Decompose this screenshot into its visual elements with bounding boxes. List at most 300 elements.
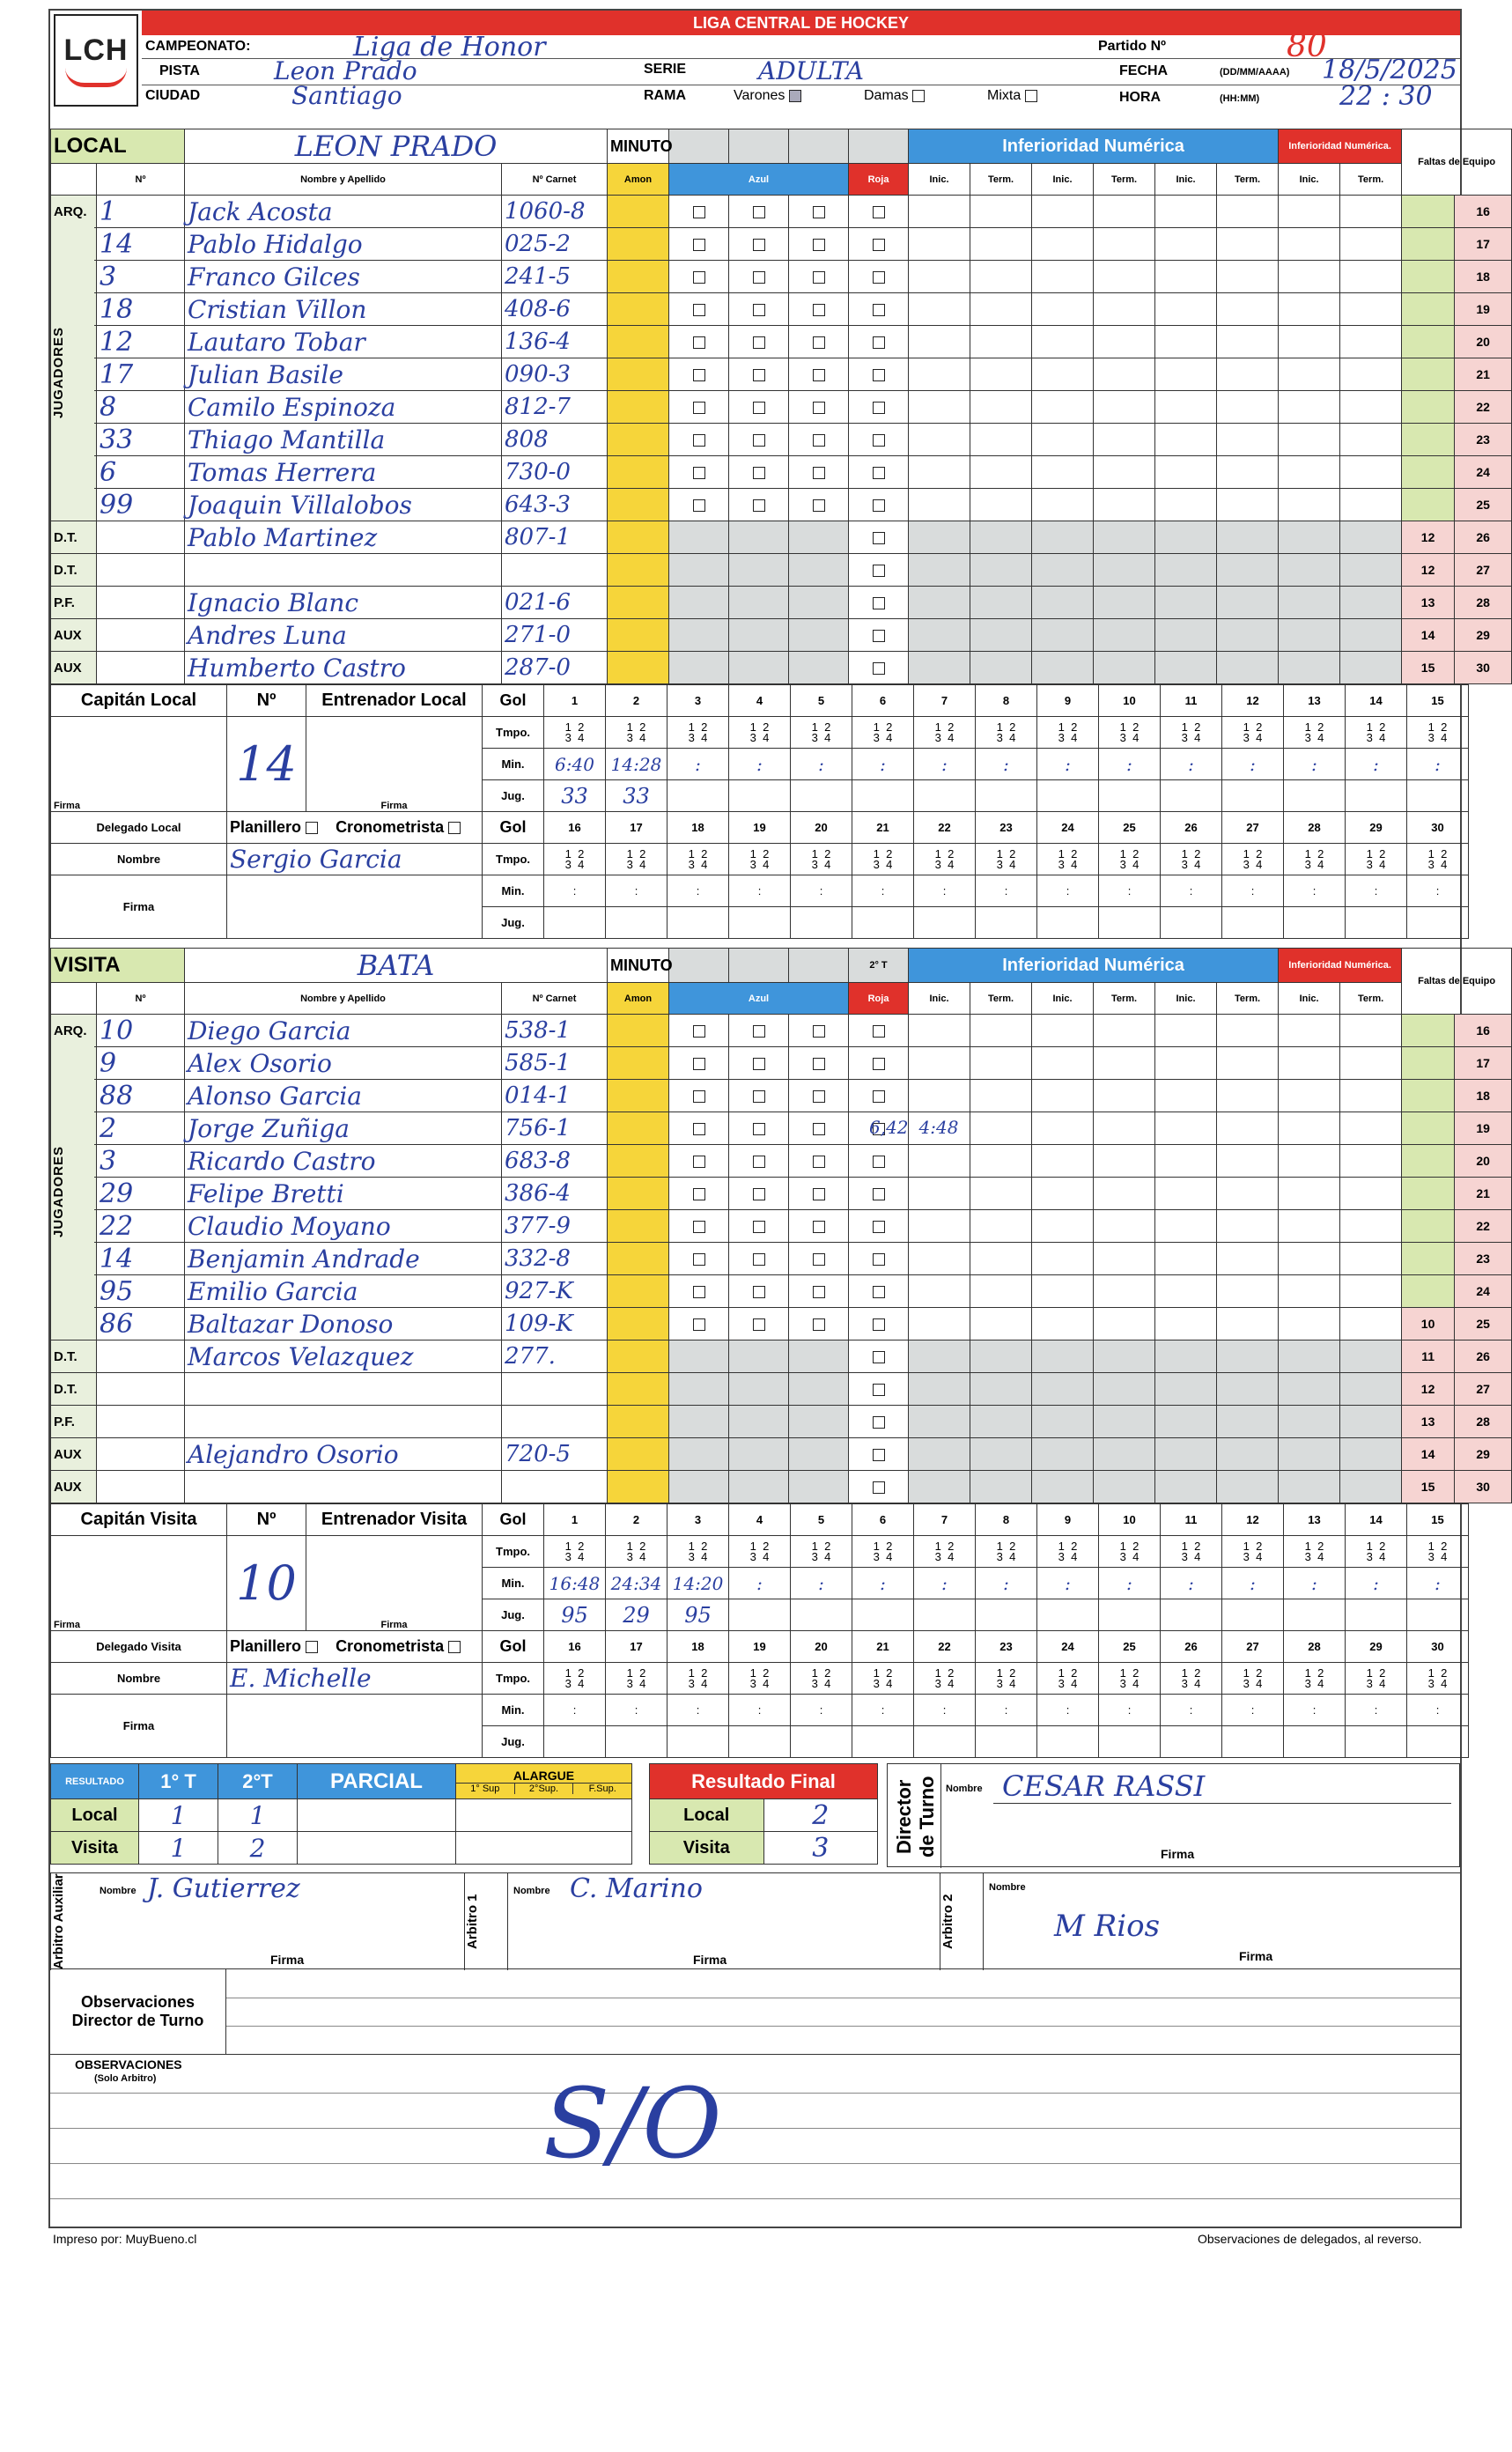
azul-cell[interactable] <box>669 619 729 652</box>
inferioridad-cell[interactable] <box>1094 293 1155 326</box>
falta-mark-cell[interactable] <box>1402 456 1455 489</box>
azul-cell[interactable] <box>789 196 849 228</box>
roja-checkbox[interactable] <box>873 662 885 675</box>
azul-checkbox[interactable] <box>693 239 705 251</box>
inferioridad-cell[interactable] <box>1155 293 1217 326</box>
inferioridad-cell[interactable] <box>1217 261 1279 293</box>
azul-cell[interactable] <box>789 228 849 261</box>
inferioridad-cell[interactable] <box>1155 1406 1217 1438</box>
inferioridad-cell[interactable] <box>1340 1015 1402 1047</box>
roja-cell[interactable] <box>849 652 909 684</box>
roja-checkbox[interactable] <box>873 499 885 512</box>
min-cell[interactable]: : <box>1037 1695 1099 1726</box>
azul-cell[interactable] <box>789 1145 849 1178</box>
jug-cell[interactable]: 29 <box>606 1599 667 1631</box>
tmpo-cell[interactable]: 1 2 3 4 <box>976 1536 1037 1568</box>
tmpo-cell[interactable]: 1 2 3 4 <box>1161 844 1222 875</box>
inferioridad-cell[interactable] <box>909 1047 970 1080</box>
azul-cell[interactable] <box>729 1438 789 1471</box>
inferioridad-cell[interactable] <box>1279 1308 1340 1340</box>
azul-cell[interactable] <box>669 1178 729 1210</box>
player-amon[interactable] <box>608 391 669 424</box>
inferioridad-cell[interactable] <box>970 587 1032 619</box>
inferioridad-cell[interactable] <box>1279 456 1340 489</box>
inferioridad-cell[interactable] <box>1279 1471 1340 1503</box>
inferioridad-cell[interactable] <box>1094 196 1155 228</box>
min-cell[interactable]: : <box>1346 875 1407 907</box>
roja-cell[interactable] <box>849 587 909 619</box>
min-cell[interactable]: : <box>729 749 791 780</box>
azul-cell[interactable] <box>669 456 729 489</box>
inferioridad-cell[interactable] <box>970 1080 1032 1112</box>
inferioridad-cell[interactable] <box>1155 1471 1217 1503</box>
jug-cell[interactable] <box>1284 780 1346 812</box>
player-amon[interactable] <box>608 1406 669 1438</box>
azul-cell[interactable] <box>789 1015 849 1047</box>
jug-cell[interactable]: 33 <box>544 780 606 812</box>
falta-mark-cell[interactable] <box>1402 1047 1455 1080</box>
inferioridad-cell[interactable] <box>1279 358 1340 391</box>
inferioridad-cell[interactable] <box>1032 358 1094 391</box>
player-amon[interactable] <box>608 1275 669 1308</box>
inferioridad-cell[interactable] <box>1032 1243 1094 1275</box>
azul-cell[interactable] <box>669 1406 729 1438</box>
inferioridad-cell[interactable] <box>909 489 970 521</box>
inferioridad-cell[interactable] <box>1094 1047 1155 1080</box>
inferioridad-cell[interactable] <box>1094 554 1155 587</box>
inferioridad-cell[interactable] <box>1340 424 1402 456</box>
inferioridad-cell[interactable] <box>970 1243 1032 1275</box>
azul-checkbox[interactable] <box>813 1058 825 1070</box>
inferioridad-cell[interactable] <box>1279 326 1340 358</box>
inferioridad-cell[interactable] <box>1155 1308 1217 1340</box>
roja-checkbox[interactable] <box>873 239 885 251</box>
azul-checkbox[interactable] <box>693 1253 705 1266</box>
jug-cell[interactable] <box>544 907 606 939</box>
tmpo-cell[interactable]: 1 2 3 4 <box>544 1663 606 1695</box>
jug-cell[interactable] <box>1037 1599 1099 1631</box>
inferioridad-cell[interactable] <box>1279 228 1340 261</box>
azul-cell[interactable] <box>789 1373 849 1406</box>
jug-cell[interactable] <box>1161 1726 1222 1758</box>
roja-checkbox[interactable] <box>873 630 885 642</box>
player-amon[interactable] <box>608 554 669 587</box>
azul-cell[interactable] <box>729 1210 789 1243</box>
inferioridad-cell[interactable] <box>1340 261 1402 293</box>
inferioridad-cell[interactable] <box>1279 1112 1340 1145</box>
inferioridad-cell[interactable] <box>909 196 970 228</box>
azul-checkbox[interactable] <box>753 1025 765 1038</box>
inferioridad-cell[interactable] <box>970 293 1032 326</box>
azul-checkbox[interactable] <box>753 369 765 381</box>
azul-cell[interactable] <box>669 1112 729 1145</box>
tmpo-cell[interactable]: 1 2 3 4 <box>1284 1536 1346 1568</box>
falta-mark-cell[interactable] <box>1402 1178 1455 1210</box>
inferioridad-cell[interactable] <box>1279 196 1340 228</box>
azul-cell[interactable] <box>729 1275 789 1308</box>
inferioridad-cell[interactable] <box>1279 554 1340 587</box>
roja-cell[interactable] <box>849 424 909 456</box>
azul-checkbox[interactable] <box>693 1090 705 1103</box>
roja-checkbox[interactable] <box>873 1449 885 1461</box>
tmpo-cell[interactable]: 1 2 3 4 <box>667 1663 729 1695</box>
inferioridad-cell[interactable] <box>1217 489 1279 521</box>
inferioridad-cell[interactable] <box>970 489 1032 521</box>
inferioridad-cell[interactable] <box>970 1406 1032 1438</box>
player-amon[interactable] <box>608 1471 669 1503</box>
jug-cell[interactable] <box>1037 907 1099 939</box>
azul-cell[interactable] <box>669 358 729 391</box>
tmpo-cell[interactable]: 1 2 3 4 <box>1346 844 1407 875</box>
inferioridad-cell[interactable] <box>1032 1047 1094 1080</box>
roja-cell[interactable] <box>849 554 909 587</box>
inferioridad-cell[interactable] <box>1279 1275 1340 1308</box>
roja-cell[interactable] <box>849 1080 909 1112</box>
azul-checkbox[interactable] <box>693 1156 705 1168</box>
inferioridad-cell[interactable] <box>1032 196 1094 228</box>
inferioridad-cell[interactable] <box>1032 619 1094 652</box>
inferioridad-cell[interactable] <box>1094 652 1155 684</box>
tmpo-cell[interactable]: 1 2 3 4 <box>606 844 667 875</box>
azul-cell[interactable] <box>789 1275 849 1308</box>
damas-checkbox[interactable] <box>912 90 925 102</box>
tmpo-cell[interactable]: 1 2 3 4 <box>606 1536 667 1568</box>
inferioridad-cell[interactable] <box>1094 424 1155 456</box>
inferioridad-cell[interactable] <box>1217 1373 1279 1406</box>
tmpo-cell[interactable]: 1 2 3 4 <box>914 717 976 749</box>
min-cell[interactable]: 24:34 <box>606 1568 667 1599</box>
min-cell[interactable]: : <box>976 1568 1037 1599</box>
jug-cell[interactable] <box>1284 1599 1346 1631</box>
inferioridad-cell[interactable] <box>1155 587 1217 619</box>
inferioridad-cell[interactable] <box>1340 1340 1402 1373</box>
tmpo-cell[interactable]: 1 2 3 4 <box>729 1536 791 1568</box>
inferioridad-cell[interactable] <box>1032 521 1094 554</box>
min-cell[interactable]: : <box>667 749 729 780</box>
tmpo-cell[interactable]: 1 2 3 4 <box>667 717 729 749</box>
roja-checkbox[interactable] <box>873 532 885 544</box>
inferioridad-cell[interactable] <box>970 521 1032 554</box>
inferioridad-cell[interactable] <box>1279 652 1340 684</box>
jug-cell[interactable] <box>1407 1599 1469 1631</box>
inferioridad-cell[interactable] <box>1279 1047 1340 1080</box>
azul-cell[interactable] <box>789 1308 849 1340</box>
inferioridad-cell[interactable] <box>1094 228 1155 261</box>
jug-cell[interactable] <box>1222 1726 1284 1758</box>
tmpo-cell[interactable]: 1 2 3 4 <box>544 1536 606 1568</box>
falta-mark-cell[interactable] <box>1402 1275 1455 1308</box>
azul-checkbox[interactable] <box>753 467 765 479</box>
inferioridad-cell[interactable] <box>1032 1438 1094 1471</box>
inferioridad-cell[interactable] <box>1279 619 1340 652</box>
azul-checkbox[interactable] <box>693 336 705 349</box>
azul-cell[interactable] <box>789 521 849 554</box>
inferioridad-cell[interactable] <box>1217 652 1279 684</box>
tmpo-cell[interactable]: 1 2 3 4 <box>1346 1663 1407 1695</box>
azul-cell[interactable] <box>669 1438 729 1471</box>
jug-cell[interactable] <box>1407 1726 1469 1758</box>
inferioridad-cell[interactable] <box>1032 1471 1094 1503</box>
player-amon[interactable] <box>608 228 669 261</box>
falta-mark-cell[interactable] <box>1402 1210 1455 1243</box>
tmpo-cell[interactable]: 1 2 3 4 <box>1099 1536 1161 1568</box>
azul-cell[interactable] <box>789 1471 849 1503</box>
inferioridad-cell[interactable] <box>909 1471 970 1503</box>
inferioridad-cell[interactable] <box>1155 1047 1217 1080</box>
azul-checkbox[interactable] <box>813 467 825 479</box>
azul-cell[interactable] <box>729 521 789 554</box>
jug-cell[interactable] <box>729 780 791 812</box>
inferioridad-cell[interactable] <box>1155 1243 1217 1275</box>
inferioridad-cell[interactable] <box>1340 456 1402 489</box>
jug-cell[interactable] <box>914 907 976 939</box>
min-cell[interactable]: : <box>1099 1568 1161 1599</box>
inferioridad-cell[interactable] <box>970 652 1032 684</box>
inferioridad-cell[interactable] <box>1340 587 1402 619</box>
min-cell[interactable]: : <box>1346 1695 1407 1726</box>
min-cell[interactable]: 6:40 <box>544 749 606 780</box>
min-cell[interactable]: 14:20 <box>667 1568 729 1599</box>
inferioridad-cell[interactable] <box>1155 521 1217 554</box>
min-cell[interactable]: : <box>729 875 791 907</box>
azul-cell[interactable] <box>669 261 729 293</box>
inferioridad-cell[interactable] <box>970 1178 1032 1210</box>
inferioridad-cell[interactable] <box>909 1243 970 1275</box>
azul-cell[interactable] <box>789 261 849 293</box>
azul-cell[interactable] <box>729 326 789 358</box>
azul-checkbox[interactable] <box>753 271 765 284</box>
jug-cell[interactable] <box>852 780 914 812</box>
inferioridad-cell[interactable] <box>1032 652 1094 684</box>
tmpo-cell[interactable]: 1 2 3 4 <box>791 1536 852 1568</box>
roja-cell[interactable] <box>849 261 909 293</box>
azul-cell[interactable] <box>669 293 729 326</box>
min-cell[interactable]: : <box>976 749 1037 780</box>
azul-checkbox[interactable] <box>813 271 825 284</box>
player-amon[interactable] <box>608 1340 669 1373</box>
planillero-checkbox[interactable] <box>306 822 318 834</box>
azul-cell[interactable] <box>789 1406 849 1438</box>
falta-mark-cell[interactable] <box>1402 424 1455 456</box>
tmpo-cell[interactable]: 1 2 3 4 <box>976 844 1037 875</box>
inferioridad-cell[interactable] <box>1279 391 1340 424</box>
roja-cell[interactable] <box>849 1145 909 1178</box>
inferioridad-cell[interactable] <box>1094 1210 1155 1243</box>
roja-checkbox[interactable] <box>873 1351 885 1363</box>
roja-checkbox[interactable] <box>873 1286 885 1298</box>
min-cell[interactable]: : <box>1099 1695 1161 1726</box>
jug-cell[interactable] <box>1346 1599 1407 1631</box>
azul-checkbox[interactable] <box>813 1318 825 1331</box>
azul-cell[interactable] <box>729 1047 789 1080</box>
falta-mark-cell[interactable] <box>1402 1015 1455 1047</box>
azul-cell[interactable] <box>669 1145 729 1178</box>
inferioridad-cell[interactable] <box>1032 1178 1094 1210</box>
azul-cell[interactable] <box>789 1178 849 1210</box>
player-amon[interactable] <box>608 293 669 326</box>
roja-checkbox[interactable] <box>873 1253 885 1266</box>
player-amon[interactable] <box>608 1373 669 1406</box>
inferioridad-cell[interactable] <box>1032 1210 1094 1243</box>
azul-checkbox[interactable] <box>693 402 705 414</box>
tmpo-cell[interactable]: 1 2 3 4 <box>1222 1536 1284 1568</box>
inferioridad-cell[interactable] <box>1340 619 1402 652</box>
azul-cell[interactable] <box>669 1340 729 1373</box>
roja-cell[interactable] <box>849 619 909 652</box>
roja-cell[interactable] <box>849 1308 909 1340</box>
inferioridad-cell[interactable] <box>1155 261 1217 293</box>
tmpo-cell[interactable]: 1 2 3 4 <box>606 1663 667 1695</box>
inferioridad-cell[interactable] <box>909 1015 970 1047</box>
inferioridad-cell[interactable] <box>1155 391 1217 424</box>
inferioridad-cell[interactable] <box>1279 1243 1340 1275</box>
jug-cell[interactable] <box>1407 780 1469 812</box>
inferioridad-cell[interactable] <box>1217 1145 1279 1178</box>
jug-cell[interactable] <box>1284 907 1346 939</box>
tmpo-cell[interactable]: 1 2 3 4 <box>914 844 976 875</box>
azul-checkbox[interactable] <box>813 304 825 316</box>
inferioridad-cell[interactable] <box>970 424 1032 456</box>
inferioridad-cell[interactable] <box>909 1438 970 1471</box>
player-amon[interactable] <box>608 1145 669 1178</box>
azul-checkbox[interactable] <box>813 336 825 349</box>
roja-checkbox[interactable] <box>873 206 885 218</box>
inferioridad-cell[interactable] <box>1217 326 1279 358</box>
azul-checkbox[interactable] <box>753 1286 765 1298</box>
azul-cell[interactable] <box>729 293 789 326</box>
inferioridad-cell[interactable] <box>1094 1438 1155 1471</box>
inferioridad-cell[interactable] <box>970 358 1032 391</box>
inferioridad-cell[interactable] <box>1094 1145 1155 1178</box>
inferioridad-cell[interactable] <box>1217 1308 1279 1340</box>
inferioridad-cell[interactable] <box>1279 261 1340 293</box>
inferioridad-cell[interactable] <box>970 456 1032 489</box>
azul-cell[interactable] <box>669 587 729 619</box>
tmpo-cell[interactable]: 1 2 3 4 <box>1161 717 1222 749</box>
inferioridad-cell[interactable] <box>1217 196 1279 228</box>
roja-checkbox[interactable] <box>873 1384 885 1396</box>
min-cell[interactable]: : <box>1407 1695 1469 1726</box>
azul-checkbox[interactable] <box>813 1156 825 1168</box>
tmpo-cell[interactable]: 1 2 3 4 <box>544 717 606 749</box>
min-cell[interactable]: : <box>791 1695 852 1726</box>
azul-cell[interactable] <box>789 1210 849 1243</box>
falta-mark-cell[interactable] <box>1402 228 1455 261</box>
azul-checkbox[interactable] <box>753 304 765 316</box>
inferioridad-cell[interactable] <box>909 554 970 587</box>
azul-cell[interactable] <box>789 358 849 391</box>
inferioridad-cell[interactable] <box>909 652 970 684</box>
jug-cell[interactable] <box>1099 780 1161 812</box>
azul-checkbox[interactable] <box>813 1221 825 1233</box>
azul-checkbox[interactable] <box>813 499 825 512</box>
tmpo-cell[interactable]: 1 2 3 4 <box>976 717 1037 749</box>
azul-cell[interactable] <box>669 489 729 521</box>
inferioridad-cell[interactable] <box>1094 489 1155 521</box>
min-cell[interactable]: : <box>1284 1568 1346 1599</box>
tmpo-cell[interactable]: 1 2 3 4 <box>729 844 791 875</box>
inferioridad-cell[interactable] <box>1279 521 1340 554</box>
player-amon[interactable] <box>608 261 669 293</box>
inferioridad-cell[interactable] <box>909 1275 970 1308</box>
inferioridad-cell[interactable] <box>1217 228 1279 261</box>
inferioridad-cell[interactable] <box>1032 1145 1094 1178</box>
inferioridad-cell[interactable] <box>1279 424 1340 456</box>
tmpo-cell[interactable]: 1 2 3 4 <box>852 1536 914 1568</box>
inferioridad-cell[interactable] <box>1217 1340 1279 1373</box>
jug-cell[interactable] <box>852 1726 914 1758</box>
inferioridad-cell[interactable] <box>1279 587 1340 619</box>
azul-checkbox[interactable] <box>753 239 765 251</box>
inferioridad-cell[interactable] <box>1032 489 1094 521</box>
roja-cell[interactable] <box>849 1373 909 1406</box>
min-cell[interactable]: : <box>852 1568 914 1599</box>
min-cell[interactable]: : <box>1407 875 1469 907</box>
inferioridad-cell[interactable] <box>1155 1373 1217 1406</box>
min-cell[interactable]: : <box>1407 1568 1469 1599</box>
inferioridad-cell[interactable] <box>1340 358 1402 391</box>
min-cell[interactable]: : <box>852 749 914 780</box>
roja-cell[interactable] <box>849 456 909 489</box>
azul-cell[interactable] <box>789 424 849 456</box>
jug-cell[interactable] <box>914 1599 976 1631</box>
player-amon[interactable] <box>608 1178 669 1210</box>
inferioridad-cell[interactable] <box>970 326 1032 358</box>
inferioridad-cell[interactable] <box>1094 1373 1155 1406</box>
azul-checkbox[interactable] <box>693 304 705 316</box>
tmpo-cell[interactable]: 1 2 3 4 <box>791 717 852 749</box>
azul-cell[interactable] <box>669 1243 729 1275</box>
min-cell[interactable]: : <box>1222 875 1284 907</box>
player-amon[interactable] <box>608 196 669 228</box>
inferioridad-cell[interactable] <box>1217 1471 1279 1503</box>
min-cell[interactable]: : <box>544 875 606 907</box>
azul-checkbox[interactable] <box>753 1123 765 1135</box>
inferioridad-cell[interactable] <box>1032 293 1094 326</box>
inferioridad-cell[interactable] <box>1217 1275 1279 1308</box>
inferioridad-cell[interactable] <box>1155 228 1217 261</box>
azul-cell[interactable] <box>669 554 729 587</box>
inferioridad-cell[interactable] <box>1279 1373 1340 1406</box>
inferioridad-cell[interactable] <box>909 587 970 619</box>
inferioridad-cell[interactable] <box>1155 424 1217 456</box>
inferioridad-cell[interactable] <box>1032 456 1094 489</box>
inferioridad-cell[interactable] <box>1217 456 1279 489</box>
inferioridad-cell[interactable] <box>1155 456 1217 489</box>
azul-cell[interactable] <box>669 391 729 424</box>
azul-cell[interactable] <box>789 1047 849 1080</box>
inferioridad-cell[interactable] <box>1155 1438 1217 1471</box>
inferioridad-cell[interactable] <box>1155 489 1217 521</box>
min-cell[interactable]: : <box>1222 1695 1284 1726</box>
azul-checkbox[interactable] <box>753 1156 765 1168</box>
tmpo-cell[interactable]: 1 2 3 4 <box>791 1663 852 1695</box>
jug-cell[interactable] <box>1161 907 1222 939</box>
inferioridad-cell[interactable] <box>1279 1015 1340 1047</box>
inferioridad-cell[interactable] <box>909 1210 970 1243</box>
tmpo-cell[interactable]: 1 2 3 4 <box>852 717 914 749</box>
inferioridad-cell[interactable] <box>909 456 970 489</box>
azul-cell[interactable] <box>729 1145 789 1178</box>
azul-cell[interactable] <box>729 358 789 391</box>
roja-checkbox[interactable] <box>873 1025 885 1038</box>
min-cell[interactable]: : <box>976 875 1037 907</box>
jug-cell[interactable] <box>1407 907 1469 939</box>
player-amon[interactable] <box>608 587 669 619</box>
azul-checkbox[interactable] <box>693 434 705 447</box>
azul-cell[interactable] <box>789 489 849 521</box>
azul-cell[interactable] <box>729 489 789 521</box>
